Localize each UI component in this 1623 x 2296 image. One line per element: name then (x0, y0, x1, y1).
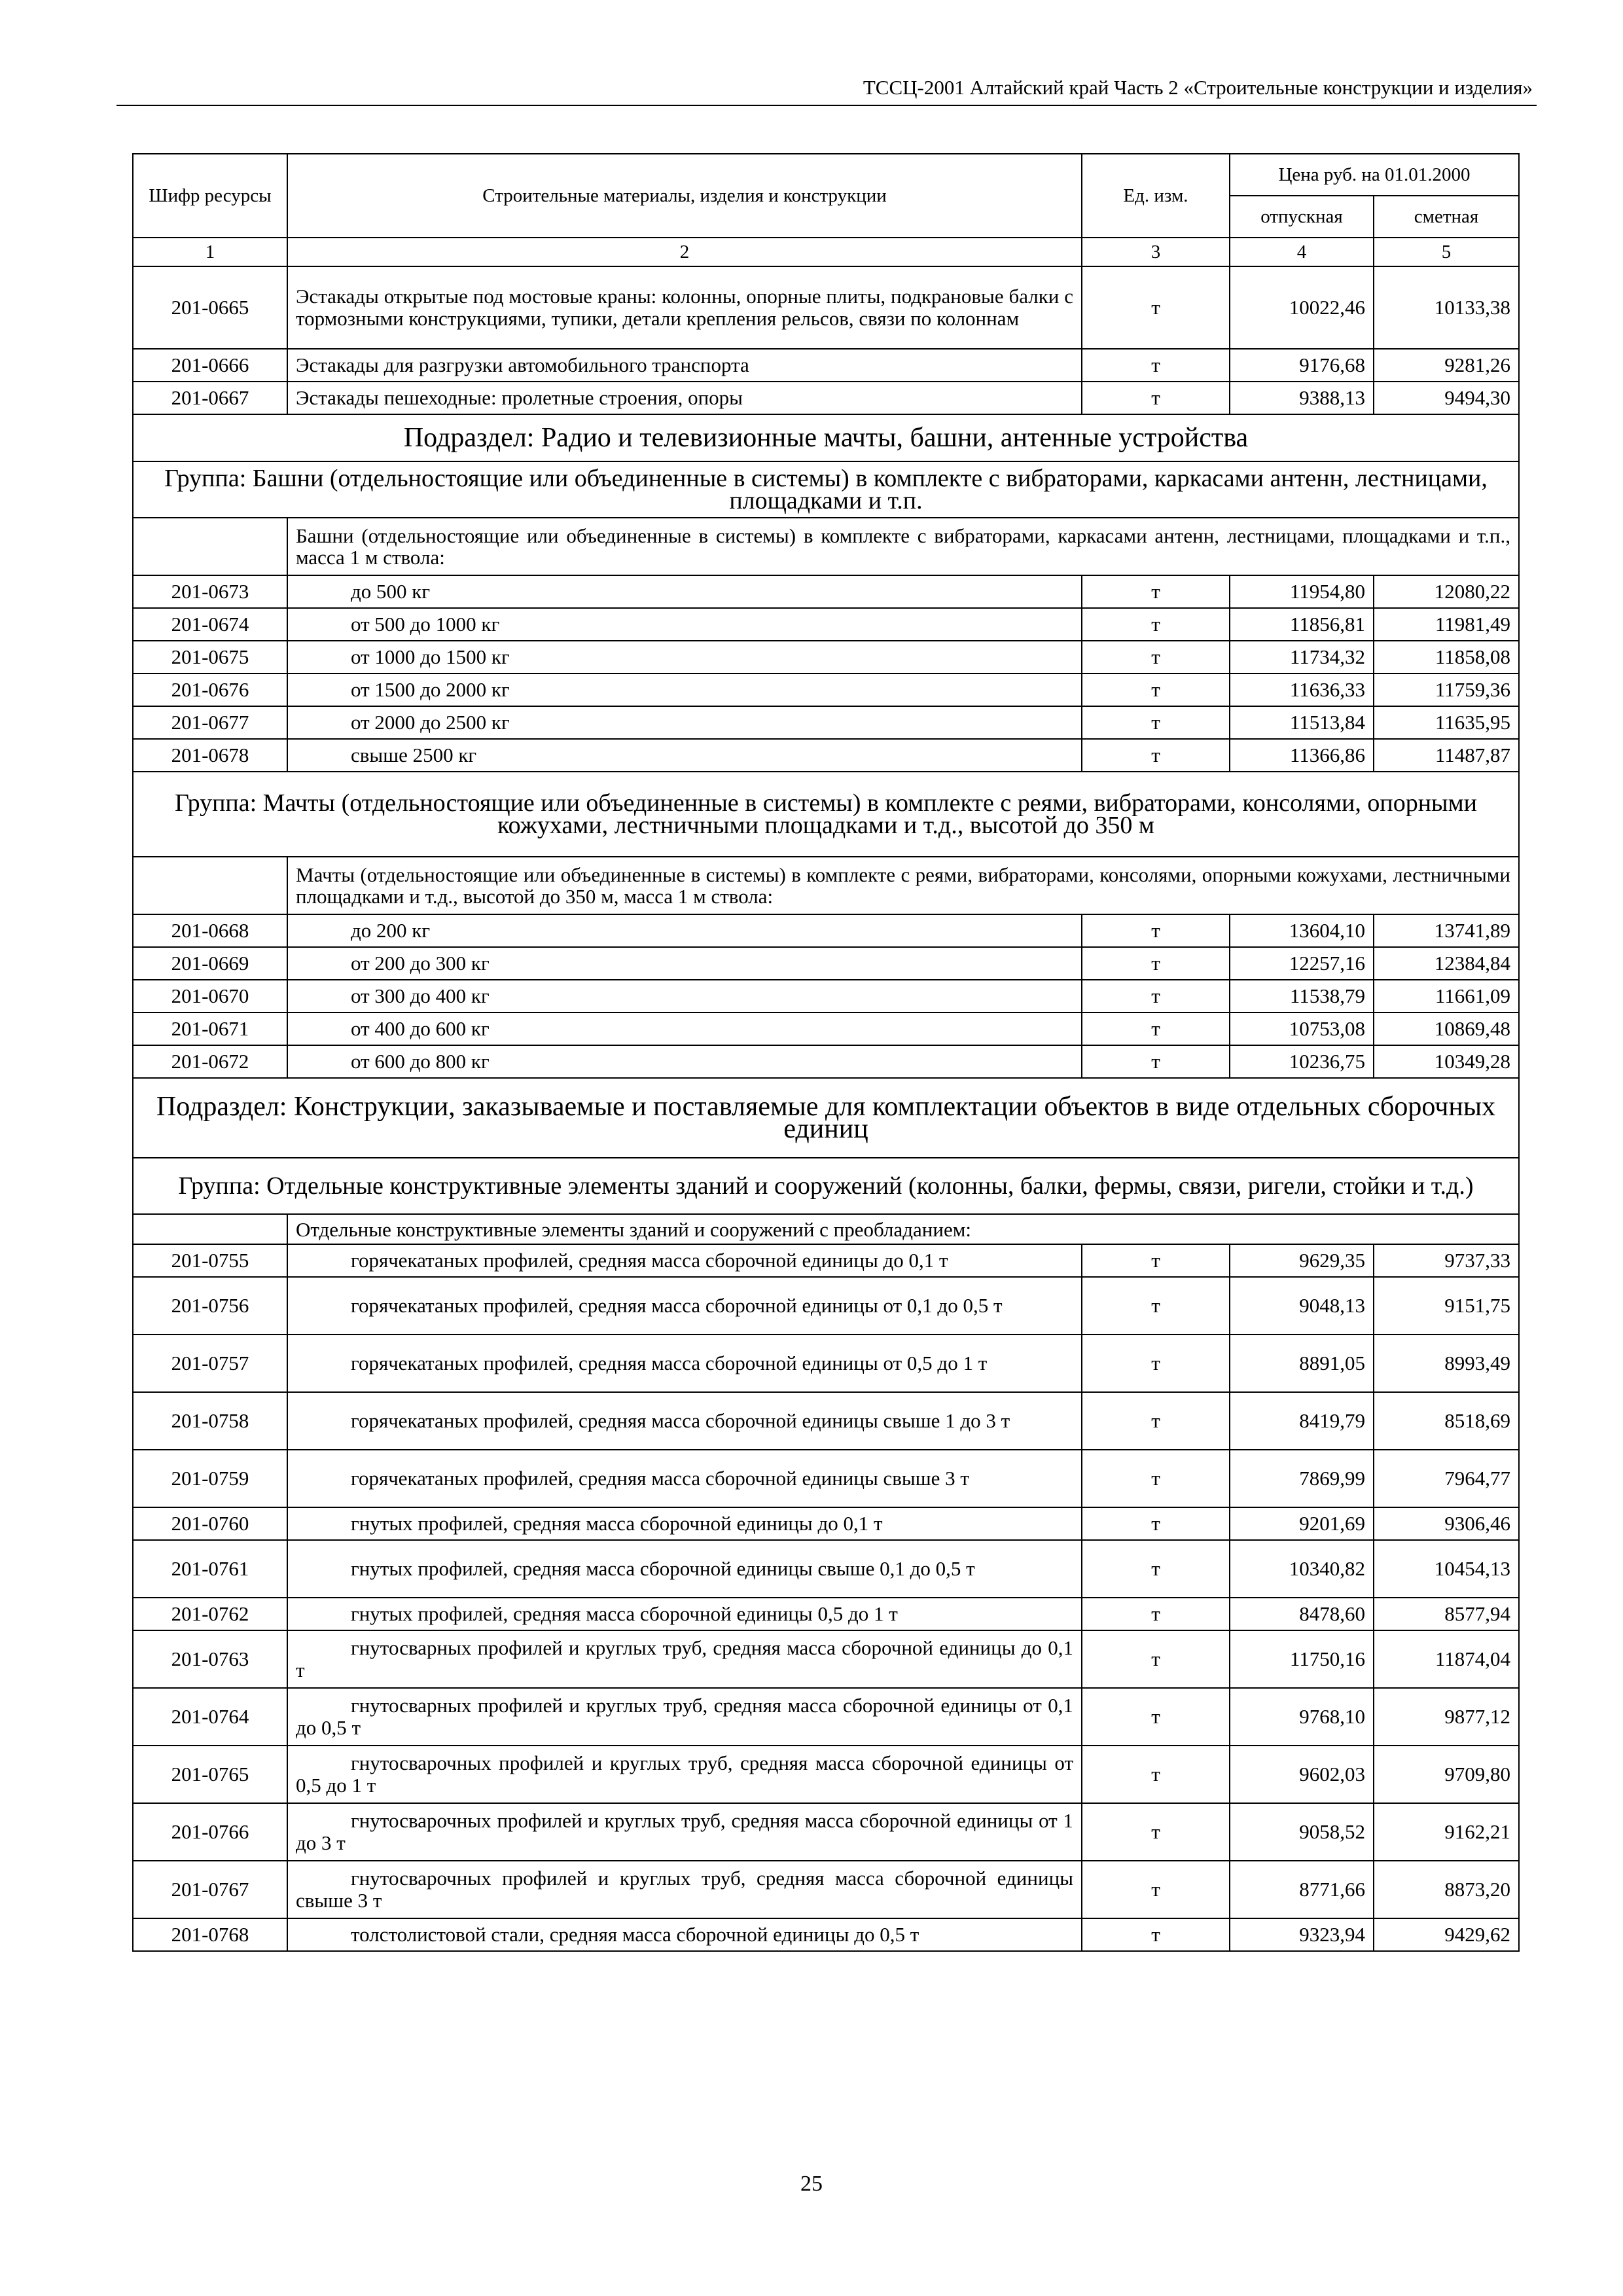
table-row (133, 980, 1519, 1013)
resource-code: 201-0673 (133, 575, 287, 608)
resource-name: гнутых профилей, средняя масса сборочной единицы свыше 0,1 до 0,5 т (287, 1540, 1082, 1598)
unit: т (1082, 1688, 1230, 1746)
estimate-price: 10133,38 (1374, 266, 1519, 349)
estimate-price: 8873,20 (1374, 1861, 1519, 1918)
column-number-row (133, 238, 1519, 266)
estimate-price: 7964,77 (1374, 1450, 1519, 1507)
page-number: 25 (800, 2172, 823, 2196)
resource-code: 201-0764 (133, 1688, 287, 1746)
estimate-price: 11981,49 (1374, 608, 1519, 641)
estimate-price: 12080,22 (1374, 575, 1519, 608)
unit: т (1082, 1746, 1230, 1803)
resource-name: гнутосварочных профилей и круглых труб, средняя масса сборочной единицы от 1 до 3 т (287, 1803, 1082, 1861)
resource-code: 201-0760 (133, 1507, 287, 1540)
group-title: Группа: Отдельные конструктивные элементы зданий и сооружений (колонны, балки, фермы, связи, ригели, стойки и т.д.) (133, 1158, 1519, 1214)
subsection-row (133, 414, 1519, 461)
release-price: 11856,81 (1230, 608, 1374, 641)
estimate-price: 8518,69 (1374, 1392, 1519, 1450)
estimate-price: 9494,30 (1374, 382, 1519, 414)
unit: т (1082, 914, 1230, 947)
estimate-price: 9281,26 (1374, 349, 1519, 382)
group-intro-row (133, 857, 1519, 914)
release-price: 10340,82 (1230, 1540, 1374, 1598)
table-row (133, 349, 1519, 382)
resource-name: свыше 2500 кг (287, 739, 1082, 772)
resource-name: от 1500 до 2000 кг (287, 673, 1082, 706)
unit: т (1082, 1540, 1230, 1598)
resource-name: от 400 до 600 кг (287, 1013, 1082, 1045)
table-row (133, 1392, 1519, 1450)
resource-name: до 200 кг (287, 914, 1082, 947)
estimate-price: 9151,75 (1374, 1277, 1519, 1335)
resource-name: от 500 до 1000 кг (287, 608, 1082, 641)
table-row (133, 1335, 1519, 1392)
table-row (133, 1277, 1519, 1335)
resource-code: 201-0668 (133, 914, 287, 947)
resource-code: 201-0675 (133, 641, 287, 673)
col-header-price: Цена руб. на 01.01.2000 (1230, 154, 1519, 196)
resource-name: от 300 до 400 кг (287, 980, 1082, 1013)
estimate-price: 8993,49 (1374, 1335, 1519, 1392)
estimate-price: 10454,13 (1374, 1540, 1519, 1598)
resource-code: 201-0665 (133, 266, 287, 349)
estimate-price: 9709,80 (1374, 1746, 1519, 1803)
estimate-price: 11858,08 (1374, 641, 1519, 673)
table-row (133, 641, 1519, 673)
group-intro-row (133, 518, 1519, 575)
col-header-release: отпускная (1230, 196, 1374, 238)
resource-name: от 600 до 800 кг (287, 1045, 1082, 1078)
resource-code: 201-0667 (133, 382, 287, 414)
resource-name: Эстакады открытые под мостовые краны: колонны, опорные плиты, подкрановые балки с тормозными конструкциями, тупики, детали крепления рельсов, связи по колоннам (287, 266, 1082, 349)
estimate-price: 9429,62 (1374, 1918, 1519, 1951)
unit: т (1082, 1861, 1230, 1918)
unit: т (1082, 1335, 1230, 1392)
unit: т (1082, 1598, 1230, 1630)
resource-name: от 2000 до 2500 кг (287, 706, 1082, 739)
release-price: 8478,60 (1230, 1598, 1374, 1630)
table-row (133, 706, 1519, 739)
estimate-price: 10869,48 (1374, 1013, 1519, 1045)
release-price: 11513,84 (1230, 706, 1374, 739)
resource-code: 201-0677 (133, 706, 287, 739)
col-header-name: Строительные материалы, изделия и конструкции (287, 154, 1082, 238)
unit: т (1082, 1450, 1230, 1507)
estimate-price: 10349,28 (1374, 1045, 1519, 1078)
resource-name: Эстакады пешеходные: пролетные строения, опоры (287, 382, 1082, 414)
subsection-row (133, 1078, 1519, 1158)
resource-code: 201-0759 (133, 1450, 287, 1507)
resource-name: горячекатаных профилей, средняя масса сборочной единицы свыше 3 т (287, 1450, 1082, 1507)
unit: т (1082, 739, 1230, 772)
release-price: 9388,13 (1230, 382, 1374, 414)
unit: т (1082, 608, 1230, 641)
table-row (133, 1861, 1519, 1918)
resource-code: 201-0674 (133, 608, 287, 641)
unit: т (1082, 673, 1230, 706)
group-intro: Мачты (отдельностоящие или объединенные в системы) в комплекте с реями, вибраторами, консолями, опорными кожухами, лестничными площадками и т.д., высотой до 350 м, масса 1 м ствола: (287, 857, 1519, 914)
resource-code: 201-0766 (133, 1803, 287, 1861)
unit: т (1082, 349, 1230, 382)
release-price: 9176,68 (1230, 349, 1374, 382)
table-row (133, 947, 1519, 980)
resource-name: горячекатаных профилей, средняя масса сборочной единицы от 0,5 до 1 т (287, 1335, 1082, 1392)
resource-code: 201-0768 (133, 1918, 287, 1951)
resource-code: 201-0762 (133, 1598, 287, 1630)
estimate-price: 11635,95 (1374, 706, 1519, 739)
unit: т (1082, 1803, 1230, 1861)
resource-name: гнутых профилей, средняя масса сборочной единицы 0,5 до 1 т (287, 1598, 1082, 1630)
estimate-price: 9306,46 (1374, 1507, 1519, 1540)
unit: т (1082, 1918, 1230, 1951)
resource-code: 201-0672 (133, 1045, 287, 1078)
unit: т (1082, 1277, 1230, 1335)
subsection-title: Подраздел: Радио и телевизионные мачты, башни, антенные устройства (133, 414, 1519, 461)
release-price: 9201,69 (1230, 1507, 1374, 1540)
resource-code: 201-0678 (133, 739, 287, 772)
table-row (133, 739, 1519, 772)
resource-code: 201-0755 (133, 1244, 287, 1277)
table-row (133, 575, 1519, 608)
release-price: 8891,05 (1230, 1335, 1374, 1392)
release-price: 9323,94 (1230, 1918, 1374, 1951)
table-row (133, 1507, 1519, 1540)
unit: т (1082, 706, 1230, 739)
table-row (133, 673, 1519, 706)
table-row (133, 608, 1519, 641)
unit: т (1082, 1507, 1230, 1540)
release-price: 11636,33 (1230, 673, 1374, 706)
resource-code: 201-0765 (133, 1746, 287, 1803)
col-header-unit: Ед. изм. (1082, 154, 1230, 238)
resource-code: 201-0669 (133, 947, 287, 980)
estimate-price: 11874,04 (1374, 1630, 1519, 1688)
release-price: 13604,10 (1230, 914, 1374, 947)
resource-name: горячекатаных профилей, средняя масса сборочной единицы до 0,1 т (287, 1244, 1082, 1277)
estimate-price: 9737,33 (1374, 1244, 1519, 1277)
resource-code: 201-0758 (133, 1392, 287, 1450)
group-intro: Отдельные конструктивные элементы зданий и сооружений с преобладанием: (287, 1214, 1519, 1244)
group-title: Группа: Башни (отдельностоящие или объединенные в системы) в комплекте с вибраторами, каркасами антенн, лестницами, площадками и т.п. (133, 461, 1519, 518)
resource-code: 201-0756 (133, 1277, 287, 1335)
group-intro: Башни (отдельностоящие или объединенные в системы) в комплекте с вибраторами, каркасами антенн, лестницами, площадками и т.п., масса 1 м ствола: (287, 518, 1519, 575)
subsection-title: Подраздел: Конструкции, заказываемые и поставляемые для комплектации объектов в виде отдельных сборочных единиц (133, 1078, 1519, 1158)
unit: т (1082, 1392, 1230, 1450)
table-row (133, 1045, 1519, 1078)
release-price: 9058,52 (1230, 1803, 1374, 1861)
table-row (133, 1746, 1519, 1803)
table-row (133, 1598, 1519, 1630)
unit: т (1082, 1013, 1230, 1045)
table-row (133, 914, 1519, 947)
release-price: 9629,35 (1230, 1244, 1374, 1277)
col-header-estimate: сметная (1374, 196, 1519, 238)
group-title: Группа: Мачты (отдельностоящие или объединенные в системы) в комплекте с реями, вибраторами, консолями, опорными кожухами, лестничными площадками и т.д., высотой до 350 м (133, 772, 1519, 857)
release-price: 10753,08 (1230, 1013, 1374, 1045)
estimate-price: 11661,09 (1374, 980, 1519, 1013)
resource-code: 201-0763 (133, 1630, 287, 1688)
price-table (132, 153, 1520, 1952)
group-intro-row (133, 1214, 1519, 1244)
table-row (133, 266, 1519, 349)
unit: т (1082, 382, 1230, 414)
resource-name: гнутосварных профилей и круглых труб, средняя масса сборочной единицы до 0,1 т (287, 1630, 1082, 1688)
release-price: 9768,10 (1230, 1688, 1374, 1746)
unit: т (1082, 575, 1230, 608)
release-price: 10236,75 (1230, 1045, 1374, 1078)
resource-name: Эстакады для разгрузки автомобильного транспорта (287, 349, 1082, 382)
table-row (133, 1803, 1519, 1861)
estimate-price: 13741,89 (1374, 914, 1519, 947)
col-number: 4 (1230, 238, 1374, 266)
table-row (133, 1244, 1519, 1277)
estimate-price: 11759,36 (1374, 673, 1519, 706)
release-price: 7869,99 (1230, 1450, 1374, 1507)
header-title: ТССЦ-2001 Алтайский край Часть 2 «Строительные конструкции и изделия» (863, 76, 1533, 99)
table-row (133, 1540, 1519, 1598)
resource-name: гнутосварных профилей и круглых труб, средняя масса сборочной единицы от 0,1 до 0,5 т (287, 1688, 1082, 1746)
resource-name: до 500 кг (287, 575, 1082, 608)
col-number: 5 (1374, 238, 1519, 266)
release-price: 8771,66 (1230, 1861, 1374, 1918)
release-price: 10022,46 (1230, 266, 1374, 349)
estimate-price: 11487,87 (1374, 739, 1519, 772)
table-row (133, 1630, 1519, 1688)
release-price: 12257,16 (1230, 947, 1374, 980)
resource-code: 201-0676 (133, 673, 287, 706)
table-row (133, 1013, 1519, 1045)
unit: т (1082, 1630, 1230, 1688)
release-price: 8419,79 (1230, 1392, 1374, 1450)
unit: т (1082, 641, 1230, 673)
unit: т (1082, 266, 1230, 349)
resource-code: 201-0761 (133, 1540, 287, 1598)
col-number: 1 (133, 238, 287, 266)
estimate-price: 12384,84 (1374, 947, 1519, 980)
resource-name: гнутосварочных профилей и круглых труб, средняя масса сборочной единицы от 0,5 до 1 т (287, 1746, 1082, 1803)
release-price: 11750,16 (1230, 1630, 1374, 1688)
table-row (133, 1450, 1519, 1507)
resource-name: гнутых профилей, средняя масса сборочной единицы до 0,1 т (287, 1507, 1082, 1540)
unit: т (1082, 1244, 1230, 1277)
group-row (133, 1158, 1519, 1214)
release-price: 11954,80 (1230, 575, 1374, 608)
resource-name: от 200 до 300 кг (287, 947, 1082, 980)
resource-name: горячекатаных профилей, средняя масса сборочной единицы от 0,1 до 0,5 т (287, 1277, 1082, 1335)
page-header (116, 71, 1537, 106)
resource-code: 201-0666 (133, 349, 287, 382)
group-row (133, 772, 1519, 857)
estimate-price: 8577,94 (1374, 1598, 1519, 1630)
resource-name: от 1000 до 1500 кг (287, 641, 1082, 673)
col-header-code: Шифр ресурсы (133, 154, 287, 238)
resource-code: 201-0670 (133, 980, 287, 1013)
table-row (133, 382, 1519, 414)
resource-name: гнутосварочных профилей и круглых труб, средняя масса сборочной единицы свыше 3 т (287, 1861, 1082, 1918)
table-row (133, 1688, 1519, 1746)
col-number: 3 (1082, 238, 1230, 266)
release-price: 11366,86 (1230, 739, 1374, 772)
resource-name: горячекатаных профилей, средняя масса сборочной единицы свыше 1 до 3 т (287, 1392, 1082, 1450)
unit: т (1082, 1045, 1230, 1078)
resource-code: 201-0757 (133, 1335, 287, 1392)
unit: т (1082, 947, 1230, 980)
release-price: 9048,13 (1230, 1277, 1374, 1335)
release-price: 9602,03 (1230, 1746, 1374, 1803)
release-price: 11538,79 (1230, 980, 1374, 1013)
table-row (133, 1918, 1519, 1951)
unit: т (1082, 980, 1230, 1013)
resource-name: толстолистовой стали, средняя масса сборочной единицы до 0,5 т (287, 1918, 1082, 1951)
col-number: 2 (287, 238, 1082, 266)
resource-code: 201-0767 (133, 1861, 287, 1918)
resource-code: 201-0671 (133, 1013, 287, 1045)
estimate-price: 9162,21 (1374, 1803, 1519, 1861)
release-price: 11734,32 (1230, 641, 1374, 673)
estimate-price: 9877,12 (1374, 1688, 1519, 1746)
group-row (133, 461, 1519, 518)
